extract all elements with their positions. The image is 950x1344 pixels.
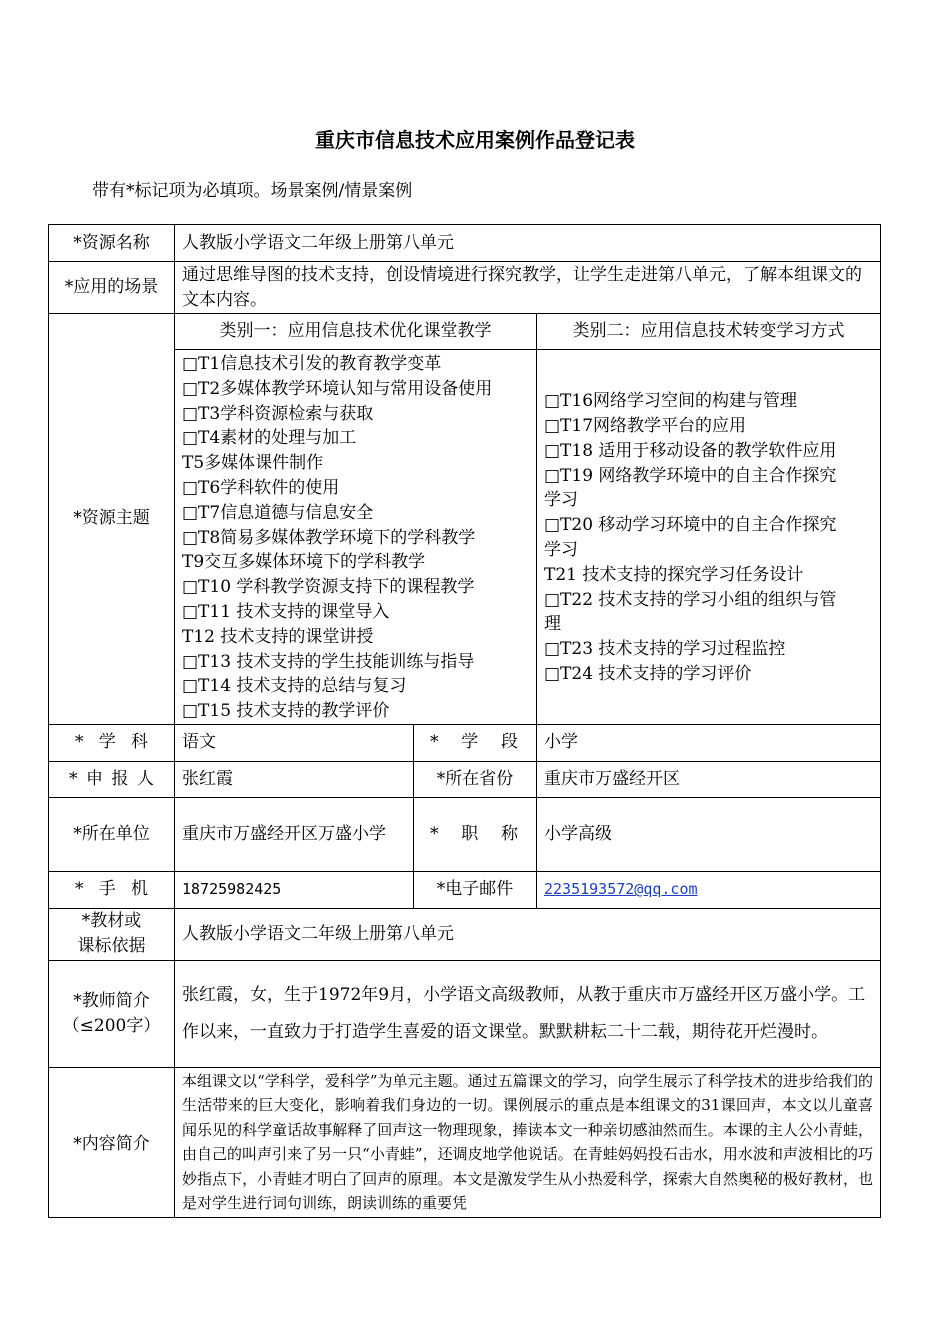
topic-option[interactable]: □T23 技术支持的学习过程监控 xyxy=(544,639,786,660)
row-scene xyxy=(49,262,881,314)
job-title-value: 小学高级 xyxy=(537,797,881,871)
topic-option[interactable]: □T24 技术支持的学习评价 xyxy=(544,663,752,684)
topic-option[interactable]: □T14 技术支持的总结与复习 xyxy=(182,676,407,697)
row-topic-headers xyxy=(49,314,881,350)
row-content xyxy=(49,1067,881,1217)
applicant-label: *申报人 xyxy=(49,761,175,797)
topic-option[interactable]: T21 技术支持的探究学习任务设计 xyxy=(544,564,804,585)
category-one-list xyxy=(175,350,537,725)
row-unit xyxy=(49,797,881,871)
unit-value: 重庆市万盛经开区万盛小学 xyxy=(175,797,414,871)
topic-option[interactable]: □T7信息道德与信息安全 xyxy=(182,502,374,523)
level-value: 小学 xyxy=(537,724,881,761)
row-subject xyxy=(49,724,881,761)
category-one-header: 类别一：应用信息技术优化课堂教学 xyxy=(175,314,537,350)
category-two-list xyxy=(537,350,881,725)
topic-option[interactable]: □T20 移动学习环境中的自主合作探究 xyxy=(544,515,837,536)
basis-label-line2: 课标依据 xyxy=(77,936,146,957)
required-note: 带有*标记项为必填项。场景案例/情景案例 xyxy=(92,181,413,201)
row-phone xyxy=(49,871,881,908)
basis-label-line1: *教材或 xyxy=(81,911,142,932)
phone-label: *手机 xyxy=(49,871,175,908)
topic-option[interactable]: □T22 技术支持的学习小组的组织与管 xyxy=(544,589,837,610)
level-label: *学段 xyxy=(414,724,537,761)
basis-value: 人教版小学语文二年级上册第八单元 xyxy=(175,908,881,960)
province-value: 重庆市万盛经开区 xyxy=(537,761,881,797)
category-two-header: 类别二：应用信息技术转变学习方式 xyxy=(537,314,881,350)
province-label: *所在省份 xyxy=(414,761,537,797)
topic-option[interactable]: □T19 网络教学环境中的自主合作探究 xyxy=(544,465,837,486)
registration-table xyxy=(48,224,881,1218)
teacher-label xyxy=(49,960,175,1067)
content-value: 本组课文以“学科学，爱科学”为单元主题。通过五篇课文的学习，向学生展示了科学技术的进步给我们的生活带来的巨大变化，影响着我们身边的一切。课例展示的重点是本组课文的31课回声，本文以儿童喜闻乐见的科学童话故事解释了回声这一物理现象，捧读本文一种亲切感油然而生。本课的主人公小青蛙，由自己的叫声引来了另一只“小青蛙”，还调皮地学他说话。在青蛙妈妈投石击水，用水波和声波相比的巧妙指点下，小青蛙才明白了回声的原理。本文是激发学生从小热爱科学，探索大自然奥秘的极好教材，也是对学生进行词句训练，朗读训练的重要凭 xyxy=(175,1067,881,1217)
resource-name-value: 人教版小学语文二年级上册第八单元 xyxy=(175,225,881,262)
subject-label: *学科 xyxy=(49,724,175,761)
topic-option[interactable]: □T10 学科教学资源支持下的课程教学 xyxy=(182,577,475,598)
form-title: 重庆市信息技术应用案例作品登记表 xyxy=(315,128,635,152)
resource-name-label: *资源名称 xyxy=(49,225,175,262)
unit-label: *所在单位 xyxy=(49,797,175,871)
teacher-value: 张红霞，女，生于1972年9月，小学语文高级教师，从教于重庆市万盛经开区万盛小学。工作以来，一直致力于打造学生喜爱的语文课堂。默默耕耘二十二载，期待花开烂漫时。 xyxy=(175,960,881,1067)
topic-option[interactable]: □T18 适用于移动设备的教学软件应用 xyxy=(544,440,837,461)
phone-value: 18725982425 xyxy=(175,871,414,908)
row-applicant xyxy=(49,761,881,797)
email-label: *电子邮件 xyxy=(414,871,537,908)
applicant-value: 张红霞 xyxy=(175,761,414,797)
topic-option[interactable]: □T1信息技术引发的教育教学变革 xyxy=(182,354,442,374)
topic-option[interactable]: □T2多媒体教学环境认知与常用设备使用 xyxy=(182,378,493,399)
topic-option[interactable]: □T16网络学习空间的构建与管理 xyxy=(544,391,798,412)
row-teacher xyxy=(49,960,881,1067)
topic-label: *资源主题 xyxy=(49,314,175,725)
basis-label xyxy=(49,908,175,960)
topic-option[interactable]: T9交互多媒体环境下的学科教学 xyxy=(182,552,426,573)
subject-value: 语文 xyxy=(175,724,414,761)
topic-option[interactable]: T5多媒体课件制作 xyxy=(182,453,324,474)
scene-value: 通过思维导图的技术支持，创设情境进行探究教学，让学生走进第八单元，了解本组课文的文本内容。 xyxy=(175,262,881,314)
topic-option[interactable]: □T6学科软件的使用 xyxy=(182,477,340,498)
topic-option[interactable]: □T3学科资源检索与获取 xyxy=(182,403,374,424)
topic-option[interactable]: □T11 技术支持的课堂导入 xyxy=(182,601,390,622)
topic-option[interactable]: □T17网络教学平台的应用 xyxy=(544,415,747,436)
scene-label: *应用的场景 xyxy=(49,262,175,314)
topic-option-continued: 学习 xyxy=(544,490,578,511)
teacher-label-line1: *教师简介 xyxy=(73,990,150,1011)
content-label: *内容简介 xyxy=(49,1067,175,1217)
topic-option[interactable]: T12 技术支持的课堂讲授 xyxy=(182,626,374,647)
row-resource-name xyxy=(49,225,881,262)
topic-option[interactable]: □T4素材的处理与加工 xyxy=(182,428,357,449)
topic-option[interactable]: □T8简易多媒体教学环境下的学科教学 xyxy=(182,527,476,548)
topic-option[interactable]: □T15 技术支持的教学评价 xyxy=(182,701,390,722)
topic-option-continued: 学习 xyxy=(544,539,578,560)
topic-option[interactable]: □T13 技术支持的学生技能训练与指导 xyxy=(182,651,475,672)
email-link[interactable]: 2235193572@qq.com xyxy=(544,880,698,899)
teacher-label-line2: （≤200字） xyxy=(62,1015,161,1036)
row-basis xyxy=(49,908,881,960)
topic-option-continued: 理 xyxy=(544,614,561,635)
job-title-label: *职称 xyxy=(414,797,537,871)
